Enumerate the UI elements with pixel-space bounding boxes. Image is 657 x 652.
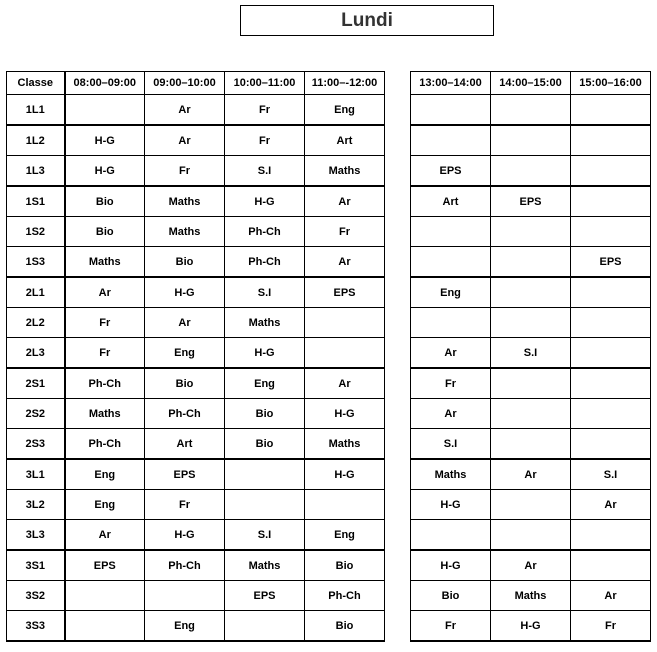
subject-cell — [491, 95, 571, 126]
subject-cell: Bio — [65, 217, 145, 247]
subject-cell: Maths — [305, 429, 385, 460]
subject-cell: Fr — [305, 217, 385, 247]
subject-cell: Bio — [225, 429, 305, 460]
subject-cell — [571, 429, 651, 460]
subject-cell — [491, 125, 571, 156]
subject-cell — [65, 581, 145, 611]
table-row — [411, 581, 651, 611]
subject-cell: Ar — [411, 399, 491, 429]
subject-cell: Fr — [65, 338, 145, 369]
table-row — [7, 186, 385, 217]
subject-cell: Fr — [411, 368, 491, 399]
column-header-slot: 09:00–10:00 — [145, 72, 225, 95]
subject-cell: EPS — [225, 581, 305, 611]
column-header-slot: 11:00–-12:00 — [305, 72, 385, 95]
table-row — [7, 247, 385, 278]
subject-cell: Eng — [145, 611, 225, 642]
class-cell: 2L3 — [7, 338, 65, 369]
subject-cell — [491, 247, 571, 278]
subject-cell — [491, 490, 571, 520]
class-cell: 3L2 — [7, 490, 65, 520]
subject-cell: Art — [411, 186, 491, 217]
subject-cell: Eng — [65, 490, 145, 520]
subject-cell: Fr — [145, 156, 225, 187]
header-row — [7, 72, 385, 95]
subject-cell: Maths — [65, 247, 145, 278]
subject-cell: Ar — [305, 186, 385, 217]
subject-cell: Bio — [225, 399, 305, 429]
subject-cell: Eng — [305, 520, 385, 551]
table-row — [7, 399, 385, 429]
subject-cell: Eng — [65, 459, 145, 490]
subject-cell: Maths — [411, 459, 491, 490]
subject-cell — [225, 459, 305, 490]
table-row — [7, 95, 385, 126]
subject-cell: Ar — [571, 581, 651, 611]
table-row — [7, 429, 385, 460]
subject-cell — [571, 156, 651, 187]
class-cell: 2S1 — [7, 368, 65, 399]
class-cell: 1S3 — [7, 247, 65, 278]
class-cell: 1L3 — [7, 156, 65, 187]
class-cell: 2S3 — [7, 429, 65, 460]
subject-cell — [411, 217, 491, 247]
column-header-classe: Classe — [7, 72, 65, 95]
table-row — [7, 368, 385, 399]
subject-cell: Fr — [225, 125, 305, 156]
subject-cell: Eng — [411, 277, 491, 308]
subject-cell — [145, 581, 225, 611]
subject-cell: Fr — [411, 611, 491, 642]
subject-cell — [491, 429, 571, 460]
table-row — [7, 308, 385, 338]
subject-cell — [65, 95, 145, 126]
subject-cell: H-G — [491, 611, 571, 642]
subject-cell: Maths — [305, 156, 385, 187]
subject-cell: Eng — [305, 95, 385, 126]
subject-cell: S.I — [225, 277, 305, 308]
table-row — [7, 277, 385, 308]
subject-cell — [491, 520, 571, 551]
subject-cell: Bio — [305, 611, 385, 642]
subject-cell: Ph-Ch — [145, 550, 225, 581]
subject-cell — [571, 368, 651, 399]
class-cell: 1L2 — [7, 125, 65, 156]
subject-cell — [571, 308, 651, 338]
subject-cell — [491, 277, 571, 308]
subject-cell: H-G — [305, 399, 385, 429]
subject-cell — [305, 338, 385, 369]
subject-cell — [571, 95, 651, 126]
table-row — [7, 459, 385, 490]
table-row — [411, 247, 651, 278]
subject-cell: Bio — [145, 247, 225, 278]
subject-cell: S.I — [411, 429, 491, 460]
subject-cell: Art — [305, 125, 385, 156]
table-row — [411, 429, 651, 460]
table-row — [411, 308, 651, 338]
table-row — [7, 550, 385, 581]
subject-cell — [491, 217, 571, 247]
subject-cell: EPS — [65, 550, 145, 581]
table-row — [7, 156, 385, 187]
table-row — [411, 490, 651, 520]
table-row — [411, 95, 651, 126]
subject-cell: Bio — [65, 186, 145, 217]
subject-cell — [571, 399, 651, 429]
subject-cell — [491, 308, 571, 338]
subject-cell: Ph-Ch — [145, 399, 225, 429]
subject-cell — [411, 308, 491, 338]
subject-cell: Eng — [145, 338, 225, 369]
table-row — [7, 611, 385, 642]
subject-cell: Fr — [65, 308, 145, 338]
page-title: Lundi — [240, 5, 494, 36]
subject-cell — [571, 217, 651, 247]
table-row — [411, 186, 651, 217]
subject-cell: Maths — [491, 581, 571, 611]
subject-cell — [571, 520, 651, 551]
subject-cell: Bio — [145, 368, 225, 399]
subject-cell: S.I — [225, 520, 305, 551]
table-row — [411, 399, 651, 429]
subject-cell: Ar — [305, 368, 385, 399]
subject-cell — [411, 125, 491, 156]
subject-cell — [225, 611, 305, 642]
subject-cell: Ar — [491, 459, 571, 490]
class-cell: 1S2 — [7, 217, 65, 247]
subject-cell: Ph-Ch — [305, 581, 385, 611]
subject-cell: Ar — [145, 308, 225, 338]
class-cell: 1L1 — [7, 95, 65, 126]
subject-cell — [571, 338, 651, 369]
subject-cell: H-G — [65, 156, 145, 187]
table-row — [7, 338, 385, 369]
subject-cell — [225, 490, 305, 520]
class-cell: 2L2 — [7, 308, 65, 338]
subject-cell: Fr — [571, 611, 651, 642]
subject-cell: Ph-Ch — [65, 429, 145, 460]
subject-cell — [411, 520, 491, 551]
table-row — [411, 277, 651, 308]
class-cell: 3L1 — [7, 459, 65, 490]
class-cell: 3S3 — [7, 611, 65, 642]
subject-cell — [411, 247, 491, 278]
subject-cell: Ar — [145, 125, 225, 156]
subject-cell: EPS — [145, 459, 225, 490]
subject-cell: H-G — [225, 338, 305, 369]
subject-cell — [411, 95, 491, 126]
class-cell: 3L3 — [7, 520, 65, 551]
subject-cell: H-G — [145, 277, 225, 308]
table-row — [411, 459, 651, 490]
subject-cell — [491, 156, 571, 187]
subject-cell: H-G — [65, 125, 145, 156]
class-cell: 1S1 — [7, 186, 65, 217]
column-header-slot: 14:00–15:00 — [491, 72, 571, 95]
column-header-slot: 13:00–14:00 — [411, 72, 491, 95]
table-row — [7, 581, 385, 611]
subject-cell: Ph-Ch — [65, 368, 145, 399]
subject-cell: Maths — [225, 550, 305, 581]
class-cell: 2L1 — [7, 277, 65, 308]
column-header-slot: 15:00–16:00 — [571, 72, 651, 95]
subject-cell — [571, 277, 651, 308]
subject-cell: Fr — [145, 490, 225, 520]
class-cell: 2S2 — [7, 399, 65, 429]
table-row — [411, 217, 651, 247]
subject-cell: Maths — [145, 217, 225, 247]
table-row — [411, 156, 651, 187]
class-cell: 3S2 — [7, 581, 65, 611]
subject-cell — [571, 125, 651, 156]
class-cell: 3S1 — [7, 550, 65, 581]
subject-cell — [571, 550, 651, 581]
subject-cell: Ar — [65, 277, 145, 308]
subject-cell: Maths — [145, 186, 225, 217]
morning-timetable — [6, 71, 385, 642]
table-row — [411, 368, 651, 399]
subject-cell: H-G — [145, 520, 225, 551]
table-row — [7, 520, 385, 551]
subject-cell: Eng — [225, 368, 305, 399]
subject-cell: Ph-Ch — [225, 217, 305, 247]
subject-cell: Fr — [225, 95, 305, 126]
subject-cell: Ph-Ch — [225, 247, 305, 278]
subject-cell: H-G — [411, 490, 491, 520]
subject-cell: Art — [145, 429, 225, 460]
column-header-slot: 08:00–09:00 — [65, 72, 145, 95]
subject-cell: EPS — [305, 277, 385, 308]
subject-cell: H-G — [305, 459, 385, 490]
subject-cell: Ar — [65, 520, 145, 551]
table-row — [7, 490, 385, 520]
subject-cell: Bio — [305, 550, 385, 581]
subject-cell — [305, 308, 385, 338]
column-header-slot: 10:00–11:00 — [225, 72, 305, 95]
subject-cell: Ar — [571, 490, 651, 520]
table-row — [411, 125, 651, 156]
subject-cell: Maths — [225, 308, 305, 338]
subject-cell — [65, 611, 145, 642]
table-row — [411, 338, 651, 369]
subject-cell: EPS — [411, 156, 491, 187]
header-row — [411, 72, 651, 95]
subject-cell: H-G — [411, 550, 491, 581]
table-row — [7, 217, 385, 247]
table-row — [7, 125, 385, 156]
subject-cell: S.I — [225, 156, 305, 187]
subject-cell — [305, 490, 385, 520]
subject-cell: H-G — [225, 186, 305, 217]
subject-cell: EPS — [571, 247, 651, 278]
subject-cell — [571, 186, 651, 217]
subject-cell — [491, 368, 571, 399]
subject-cell: Maths — [65, 399, 145, 429]
subject-cell: Ar — [411, 338, 491, 369]
table-row — [411, 550, 651, 581]
subject-cell: EPS — [491, 186, 571, 217]
subject-cell: Ar — [145, 95, 225, 126]
table-row — [411, 520, 651, 551]
table-row — [411, 611, 651, 642]
subject-cell: Bio — [411, 581, 491, 611]
subject-cell: Ar — [491, 550, 571, 581]
afternoon-timetable — [410, 71, 651, 642]
subject-cell: Ar — [305, 247, 385, 278]
subject-cell: S.I — [571, 459, 651, 490]
subject-cell: S.I — [491, 338, 571, 369]
subject-cell — [491, 399, 571, 429]
